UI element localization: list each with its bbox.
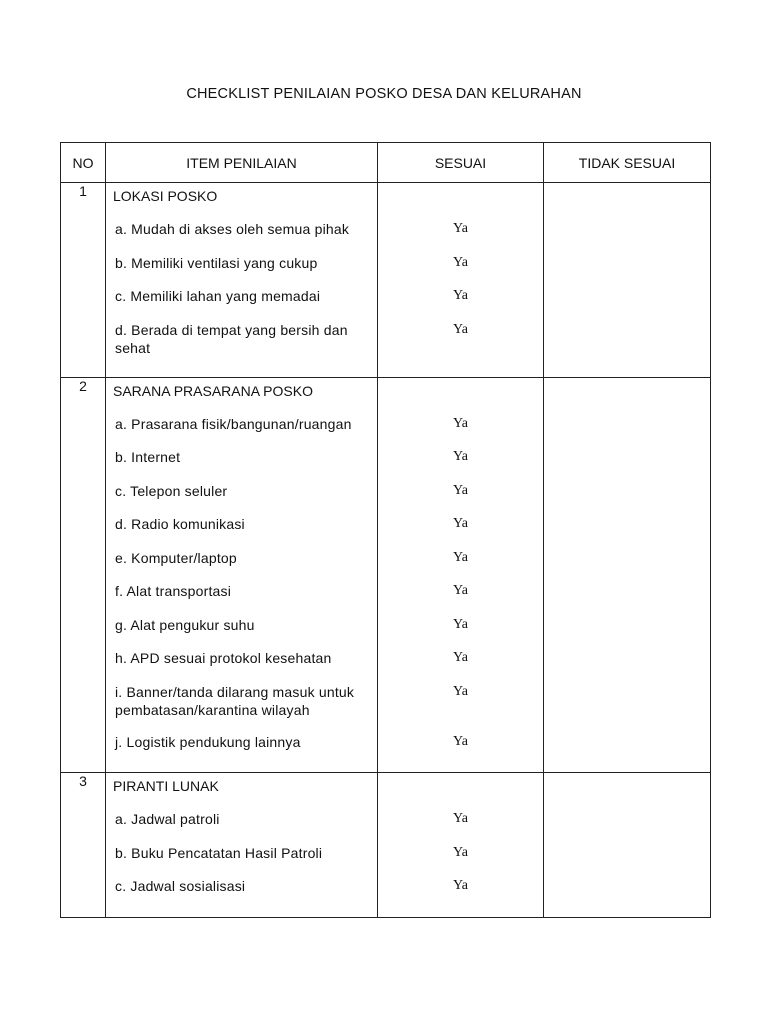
section-label: SARANA PRASARANA POSKO [113, 382, 313, 399]
list-item: g. Alat pengukur suhu [115, 616, 255, 633]
table-header-row [61, 143, 711, 183]
list-item: h. APD sesuai protokol kesehatan [115, 650, 332, 666]
table-row [61, 773, 711, 918]
checklist-table [60, 142, 711, 918]
sesuai-value: Ya [453, 482, 468, 498]
list-item: f. Alat transportasi [115, 583, 232, 599]
sesuai-value: Ya [453, 650, 468, 665]
list-item: d. Berada di tempat yang bersih dan sehat [115, 321, 348, 356]
sesuai-value: Ya [453, 221, 468, 236]
header-item-penilaian: ITEM PENILAIAN [106, 143, 378, 183]
list-item: i. Banner/tanda dilarang masuk untuk pembatasan/karantina wilayah [115, 683, 355, 718]
table-row [61, 377, 711, 773]
table-row [61, 183, 711, 378]
sesuai-cell [378, 377, 544, 773]
list-item: j. Logistik pendukung lainnya [115, 733, 301, 750]
sesuai-list [378, 378, 543, 773]
section-label: PIRANTI LUNAK [113, 778, 219, 794]
item-cell [106, 377, 378, 773]
sesuai-list [378, 773, 543, 917]
sesuai-value: Ya [453, 683, 468, 699]
item-list [106, 378, 377, 773]
header-tidak-sesuai: TIDAK SESUAI [544, 143, 711, 183]
sesuai-cell [378, 773, 544, 918]
row-number: 2 [61, 377, 106, 773]
sesuai-value: Ya [453, 288, 468, 303]
list-item: b. Internet [115, 449, 181, 465]
item-list [106, 773, 377, 917]
sesuai-value: Ya [453, 878, 468, 893]
row-number: 1 [61, 183, 106, 378]
checklist-body [61, 183, 711, 918]
header-no: NO [61, 143, 106, 183]
row-number: 3 [61, 773, 106, 918]
list-item: c. Telepon seluler [115, 482, 228, 499]
sesuai-value: Ya [453, 254, 468, 270]
list-item: d. Radio komunikasi [115, 516, 245, 532]
header-sesuai: SESUAI [378, 143, 544, 183]
item-list [106, 183, 377, 377]
list-item: b. Buku Pencatatan Hasil Patroli [115, 844, 323, 861]
list-item: a. Mudah di akses oleh semua pihak [115, 221, 350, 237]
list-item: c. Jadwal sosialisasi [115, 878, 246, 894]
sesuai-value: Ya [453, 449, 468, 464]
section-label: LOKASI POSKO [113, 188, 218, 204]
sesuai-list [378, 183, 543, 377]
tidak-sesuai-cell [544, 183, 711, 378]
sesuai-value: Ya [453, 583, 468, 598]
list-item: e. Komputer/laptop [115, 549, 237, 566]
item-cell [106, 773, 378, 918]
item-cell [106, 183, 378, 378]
sesuai-value: Ya [453, 516, 468, 531]
tidak-sesuai-cell [544, 773, 711, 918]
sesuai-value: Ya [453, 549, 468, 565]
list-item: a. Prasarana fisik/bangunan/ruangan [115, 415, 352, 432]
sesuai-value: Ya [453, 733, 468, 749]
sesuai-value: Ya [453, 811, 468, 826]
sesuai-value: Ya [453, 616, 468, 632]
sesuai-cell [378, 183, 544, 378]
document-title: CHECKLIST PENILAIAN POSKO DESA DAN KELURAHAN [186, 86, 582, 102]
list-item: a. Jadwal patroli [115, 811, 220, 827]
sesuai-value: Ya [453, 844, 468, 860]
list-item: b. Memiliki ventilasi yang cukup [115, 254, 318, 271]
tidak-sesuai-cell [544, 377, 711, 773]
list-item: c. Memiliki lahan yang memadai [115, 288, 321, 304]
sesuai-value: Ya [453, 321, 468, 337]
sesuai-value: Ya [453, 415, 468, 431]
